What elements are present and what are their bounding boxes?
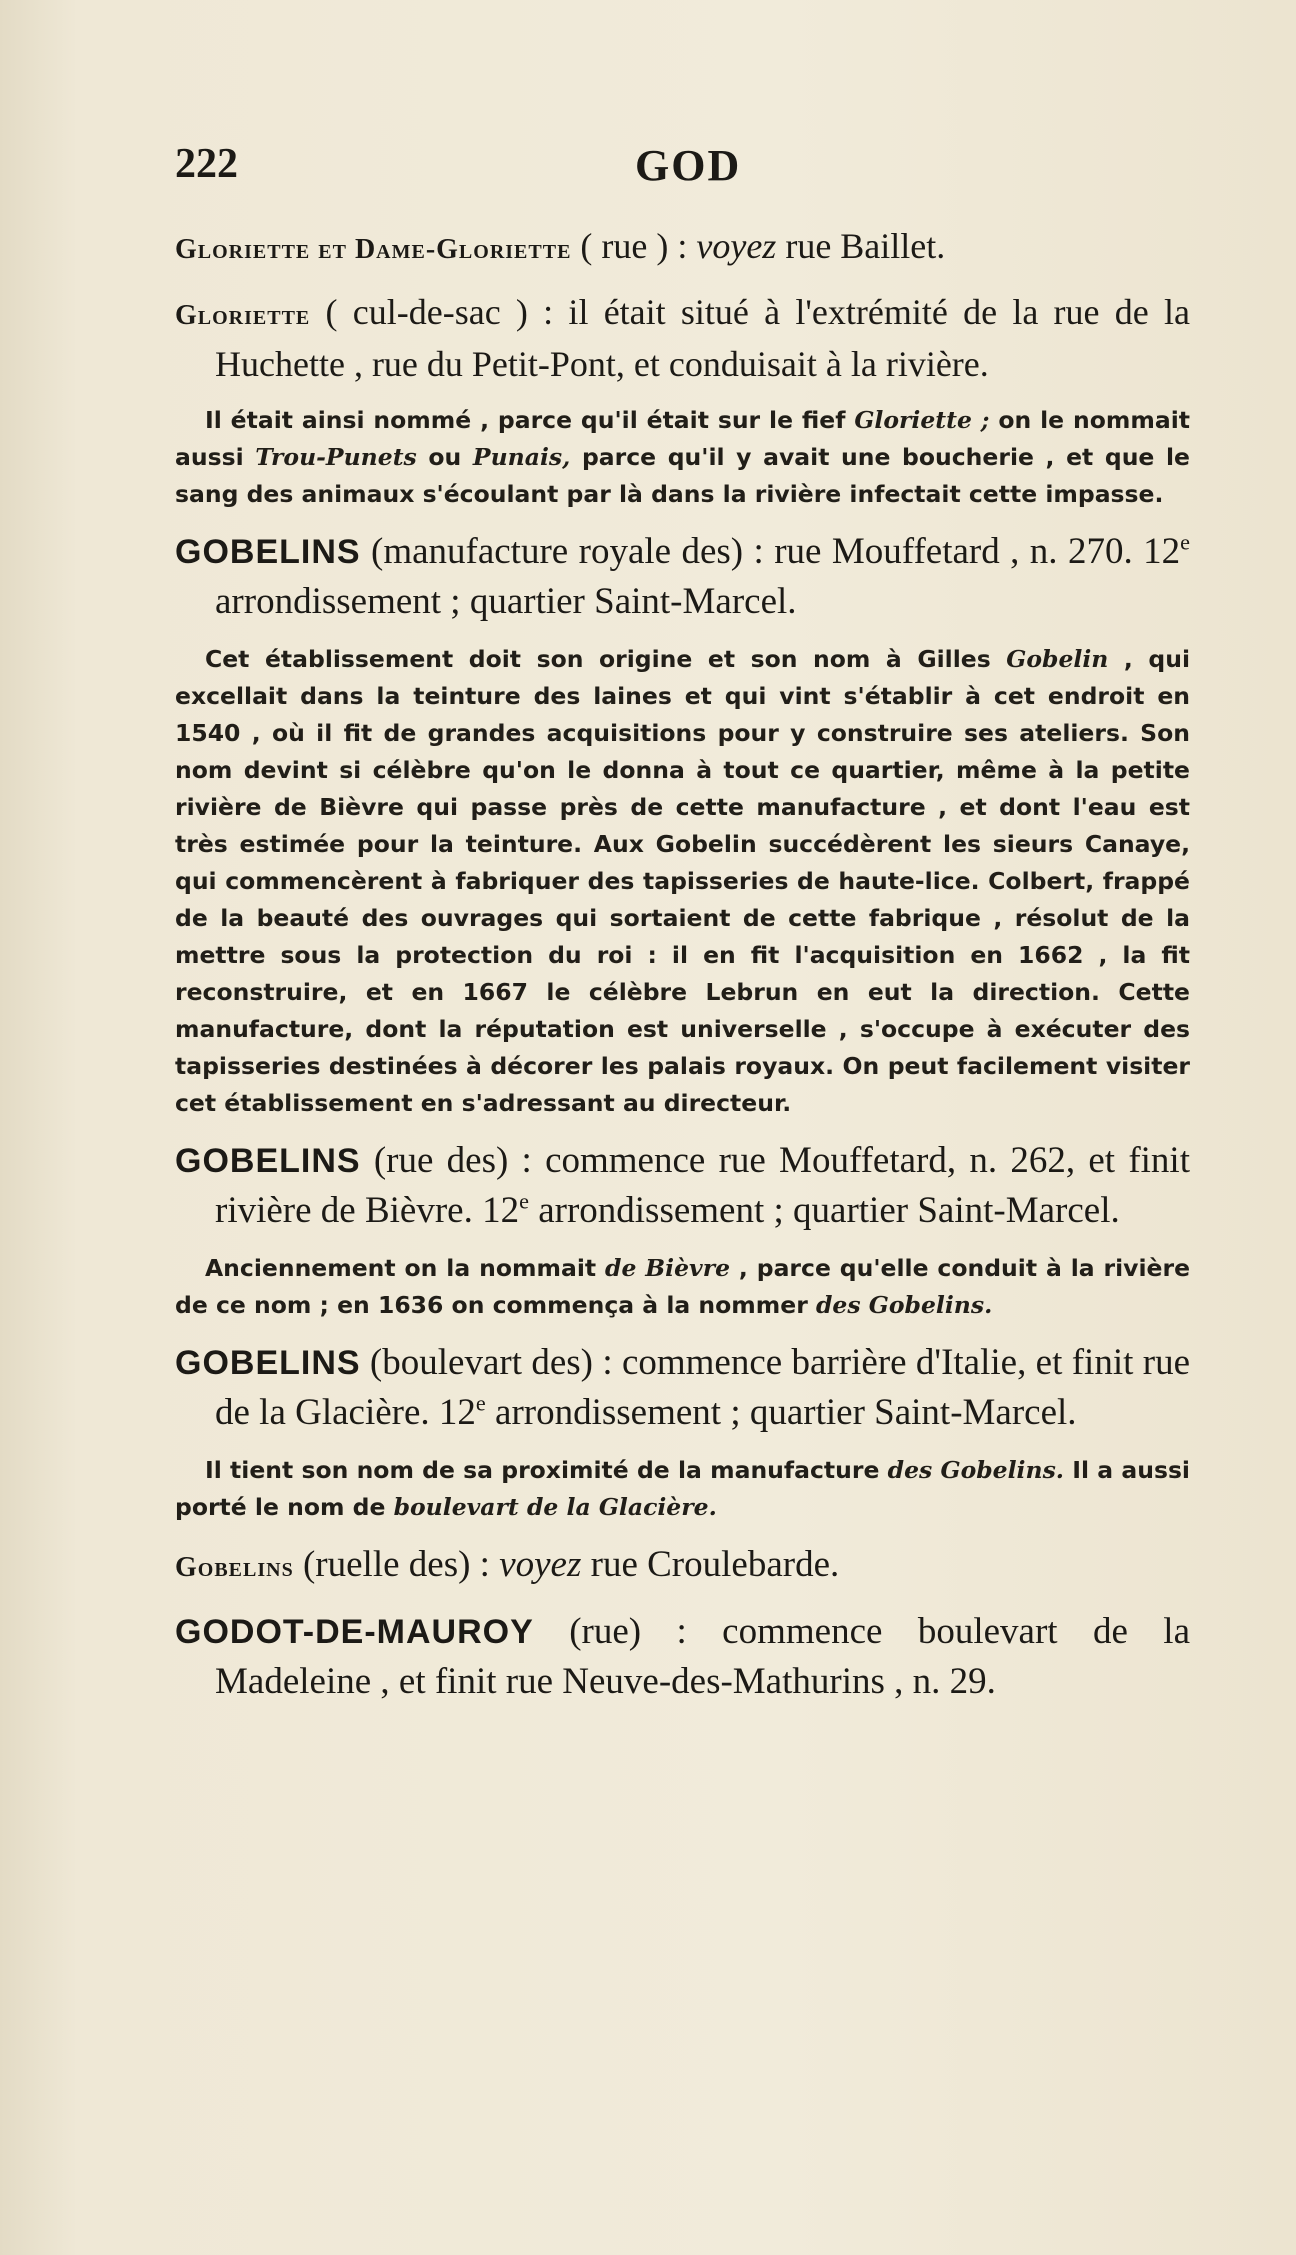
- headword: Gloriette et Dame-Gloriette: [175, 234, 572, 265]
- entry-godot-de-mauroy: [175, 1607, 1190, 1707]
- entry-note: Il était ainsi nommé , parce qu'il était sur le fief Gloriette ; on le nommait aussi Trou-Punets ou Punais, parce qu'il y avait une boucherie , et que le sang des animaux s'écoulant par là dans la rivière infectait cette impasse.: [175, 406, 1190, 508]
- page-header: [175, 140, 1190, 200]
- entry-gloriette-cul-de-sac: [175, 288, 1190, 388]
- running-head: GOD: [635, 141, 742, 190]
- entry-line: GODOT-DE-MAUROY (rue) : commence boulevart de la Madeleine , et finit rue Neuve-des-Mathurins , n. 29.: [175, 1611, 1190, 1702]
- entry-gloriette-dame-gloriette: [175, 222, 1190, 274]
- page-number: 222: [175, 141, 238, 187]
- entry-line: Gobelins (ruelle des) : voyez rue Croulebarde.: [175, 1544, 840, 1585]
- headword: GOBELINS: [175, 533, 361, 571]
- entry-note: Il tient son nom de sa proximité de la manufacture des Gobelins. Il a aussi porté le nom de boulevart de la Glacière.: [175, 1456, 1190, 1521]
- headword: GODOT-DE-MAUROY: [175, 1613, 534, 1651]
- entry-gobelins-ruelle: [175, 1540, 1190, 1593]
- entry-note: Cet établissement doit son origine et son nom à Gilles Gobelin , qui excellait dans la teinture des laines et qui vint s'établir à cet endroit en 1540 , où il fit de grandes acquisitions pour y construire ses ateliers. Son nom devint si célèbre qu'on le donna à tout ce quartier, même à la petite rivière de Bièvre qui passe près de cette manufacture , et dont l'eau est très estimée pour la teinture. Aux Gobelin succédèrent les sieurs Canaye, qui commencèrent à fabriquer des tapisseries de haute-lice. Colbert, frappé de la beauté des ouvrages qui sortaient de cette fabrique , résolut de la mettre sous la protection du roi : il en fit l'acquisition en 1662 , la fit reconstruire, et en 1667 le célèbre Lebrun en eut la direction. Cette manufacture, dont la réputation est universelle , s'occupe à exécuter des tapisseries destinées à décorer les palais royaux. On peut facilement visiter cet établissement en s'adressant au directeur.: [175, 645, 1190, 1117]
- entry-line: GOBELINS (rue des) : commence rue Mouffetard, n. 262, et finit rivière de Bièvre. 12e arrondissement ; quartier Saint-Marcel.: [175, 1140, 1190, 1231]
- entry-gobelins-rue: [175, 1136, 1190, 1236]
- headword: Gobelins: [175, 1552, 294, 1583]
- entry-line: Gloriette ( cul-de-sac ) : il était situé à l'extrémité de la rue de la Huchette , rue du Petit-Pont, et conduisait à la rivière.: [175, 292, 1190, 384]
- headword: GOBELINS: [175, 1344, 361, 1382]
- entry-gobelins-manufacture: [175, 527, 1190, 627]
- entry-line: Gloriette et Dame-Gloriette ( rue ) : voyez rue Baillet.: [175, 226, 946, 266]
- entry-line: GOBELINS (boulevart des) : commence barrière d'Italie, et finit rue de la Glacière. 12e arrondissement ; quartier Saint-Marcel.: [175, 1342, 1190, 1433]
- headword: Gloriette: [175, 300, 311, 331]
- headword: GOBELINS: [175, 1142, 361, 1180]
- entry-note: Anciennement on la nommait de Bièvre , parce qu'elle conduit à la rivière de ce nom ; en 1636 on commença à la nommer des Gobelins.: [175, 1254, 1191, 1319]
- entry-gobelins-boulevart: [175, 1338, 1190, 1438]
- dictionary-content: [175, 222, 1190, 1721]
- entry-line: GOBELINS (manufacture royale des) : rue Mouffetard , n. 270. 12e arrondissement ; quartier Saint-Marcel.: [175, 529, 1190, 622]
